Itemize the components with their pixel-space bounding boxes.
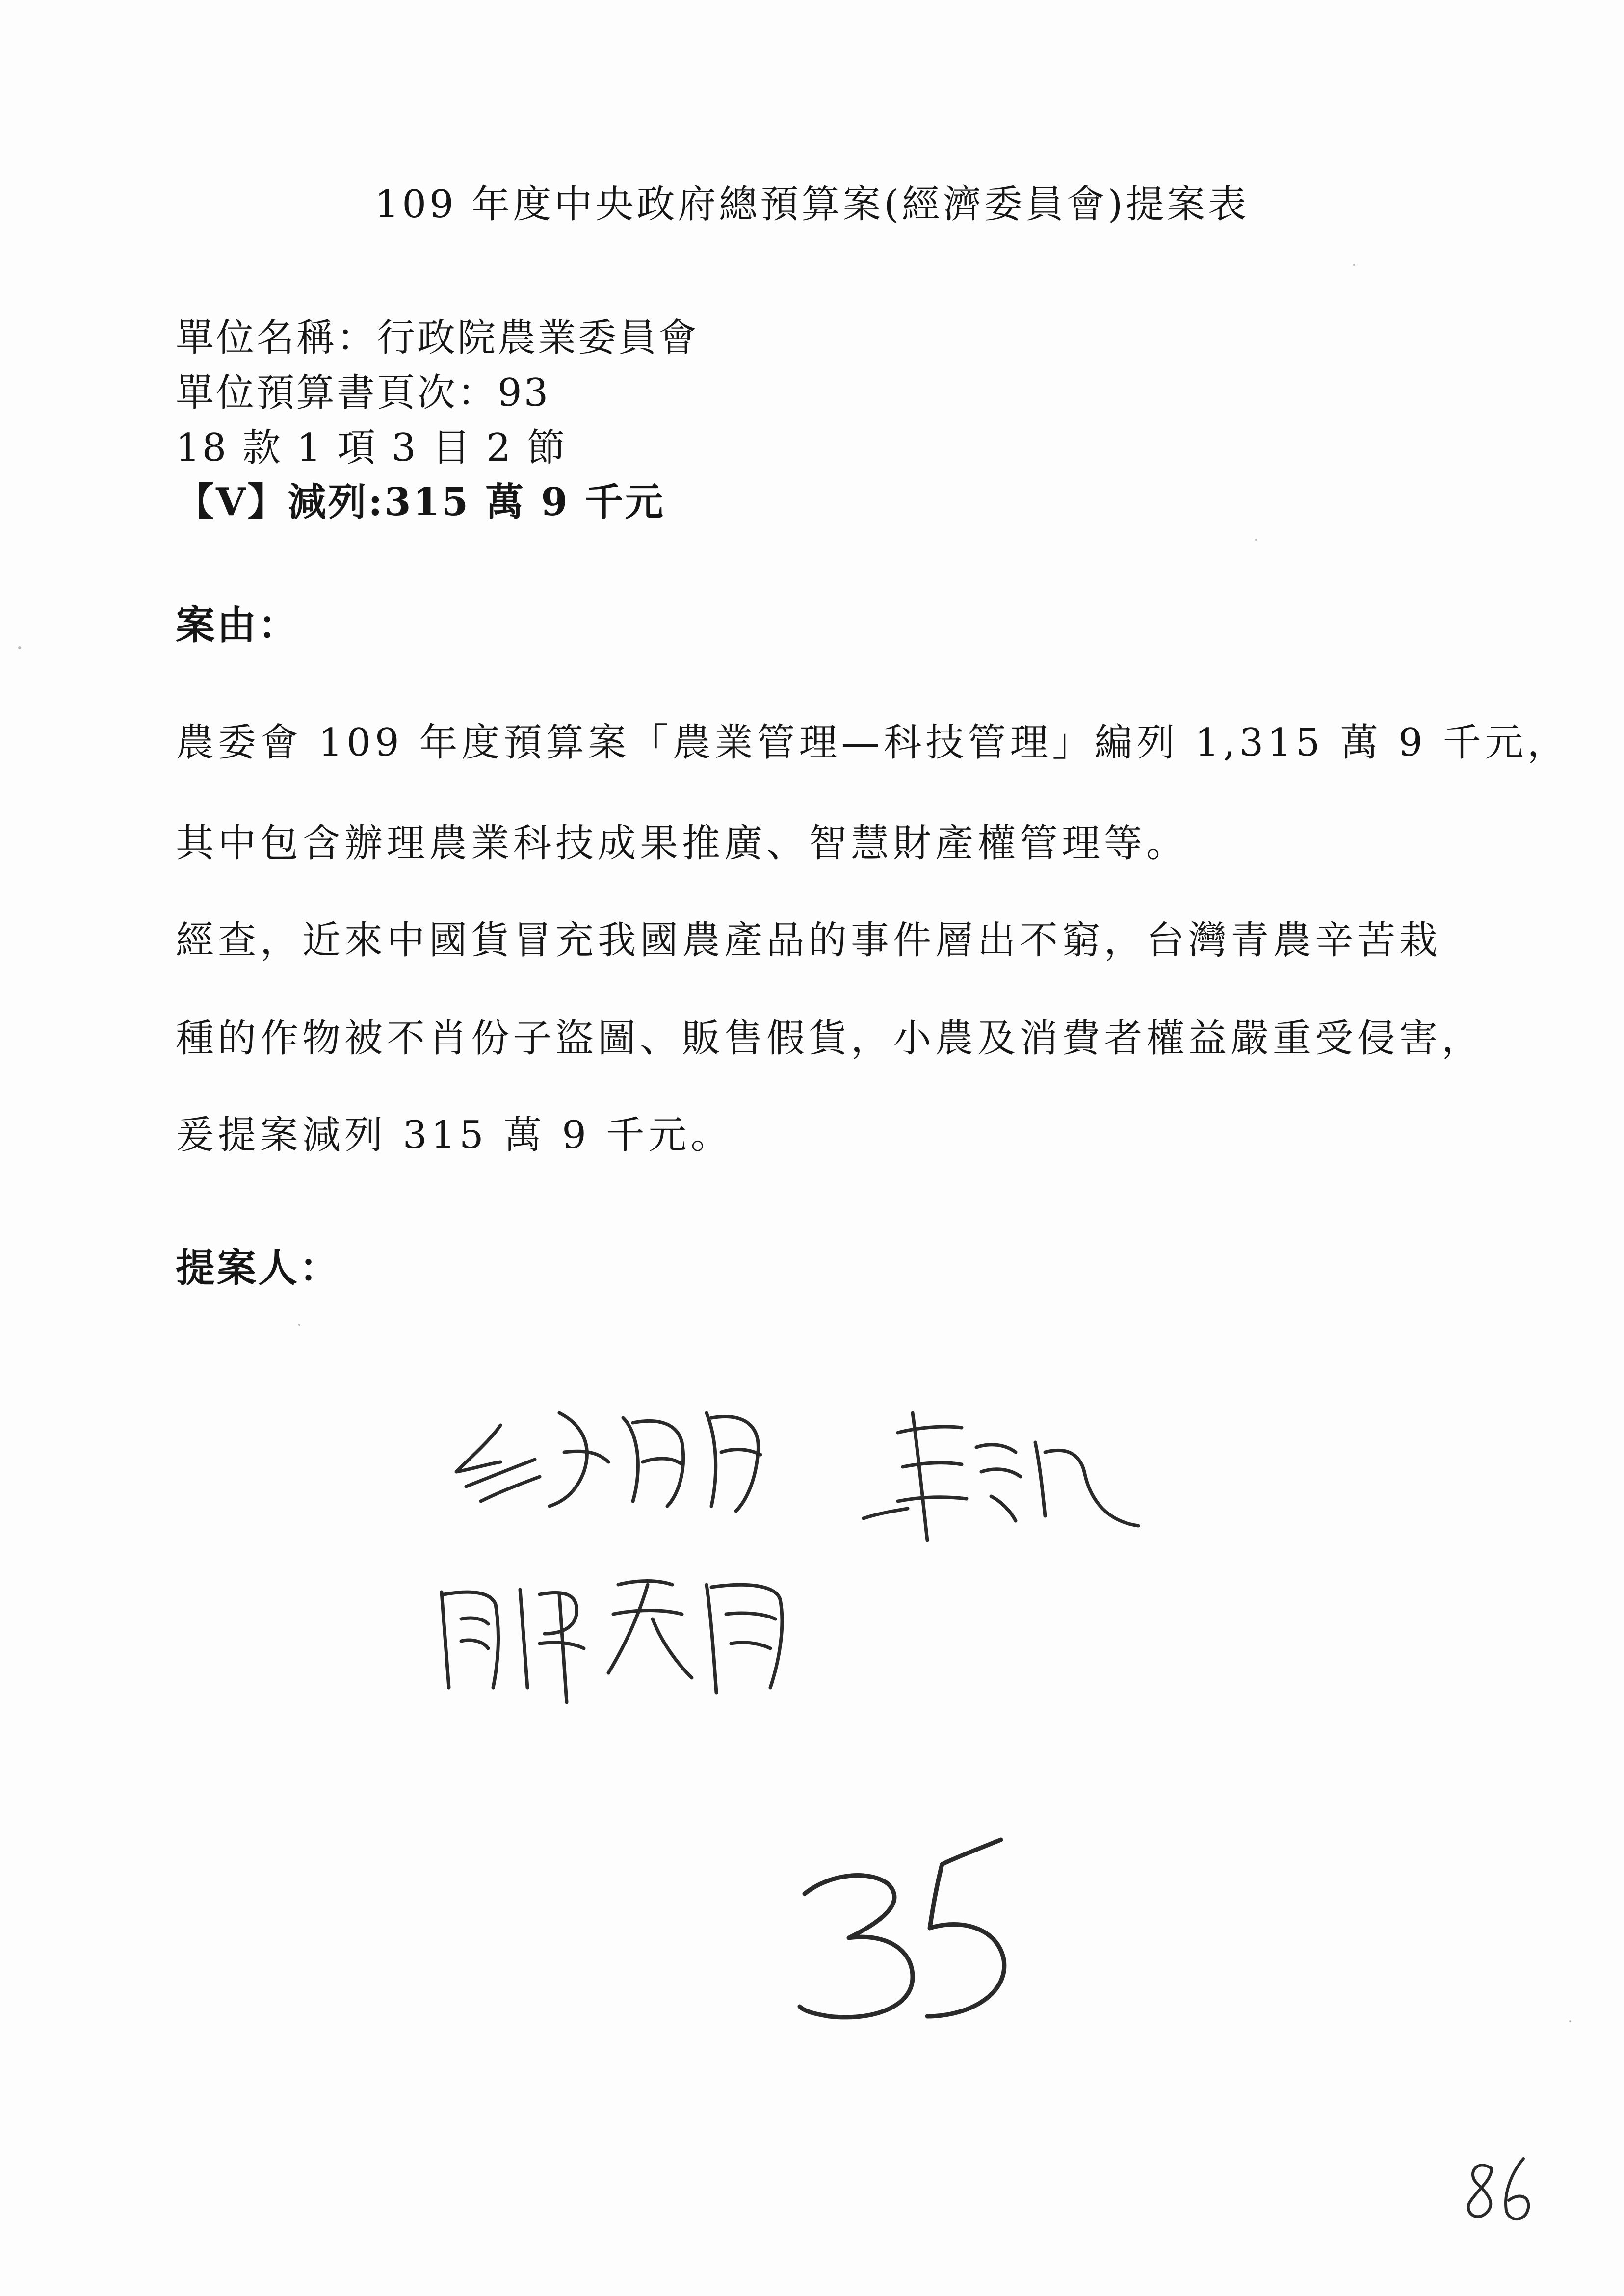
unit-name: 單位名稱：行政院農業委員會 (176, 316, 699, 360)
document-title: 109 年度中央政府總預算案(經濟委員會)提案表 (374, 183, 1250, 227)
signature-2 (864, 1413, 1138, 1540)
reason-heading: 案由： (176, 602, 299, 648)
signature-3 (442, 1581, 782, 1703)
reason-line-2: 其中包含辦理農業科技成果推廣、智慧財產權管理等。 (176, 821, 1189, 865)
budget-page-number: 單位預算書頁次：93 (176, 371, 550, 415)
reason-line-4: 種的作物被不肖份子盜圖、販售假貨，小農及消費者權益嚴重受侵害， (176, 1017, 1484, 1061)
reason-line-3: 經查，近來中國貨冒充我國農產品的事件層出不窮，台灣青農辛苦栽 (176, 918, 1442, 963)
signature-1 (456, 1413, 760, 1511)
budget-section: 18 款 1 項 3 目 2 節 (176, 426, 567, 470)
budget-action: 【V】減列:315 萬 9 千元 (176, 480, 665, 524)
reason-line-5: 爰提案減列 315 萬 9 千元。 (176, 1113, 733, 1157)
page-number-handwritten (1468, 2159, 1529, 2219)
handwritten-number (800, 1840, 1004, 2017)
reason-line-1: 農委會 109 年度預算案「農業管理—科技管理」編列 1,315 萬 9 千元， (176, 721, 1570, 765)
proposer-heading: 提案人： (176, 1245, 341, 1291)
